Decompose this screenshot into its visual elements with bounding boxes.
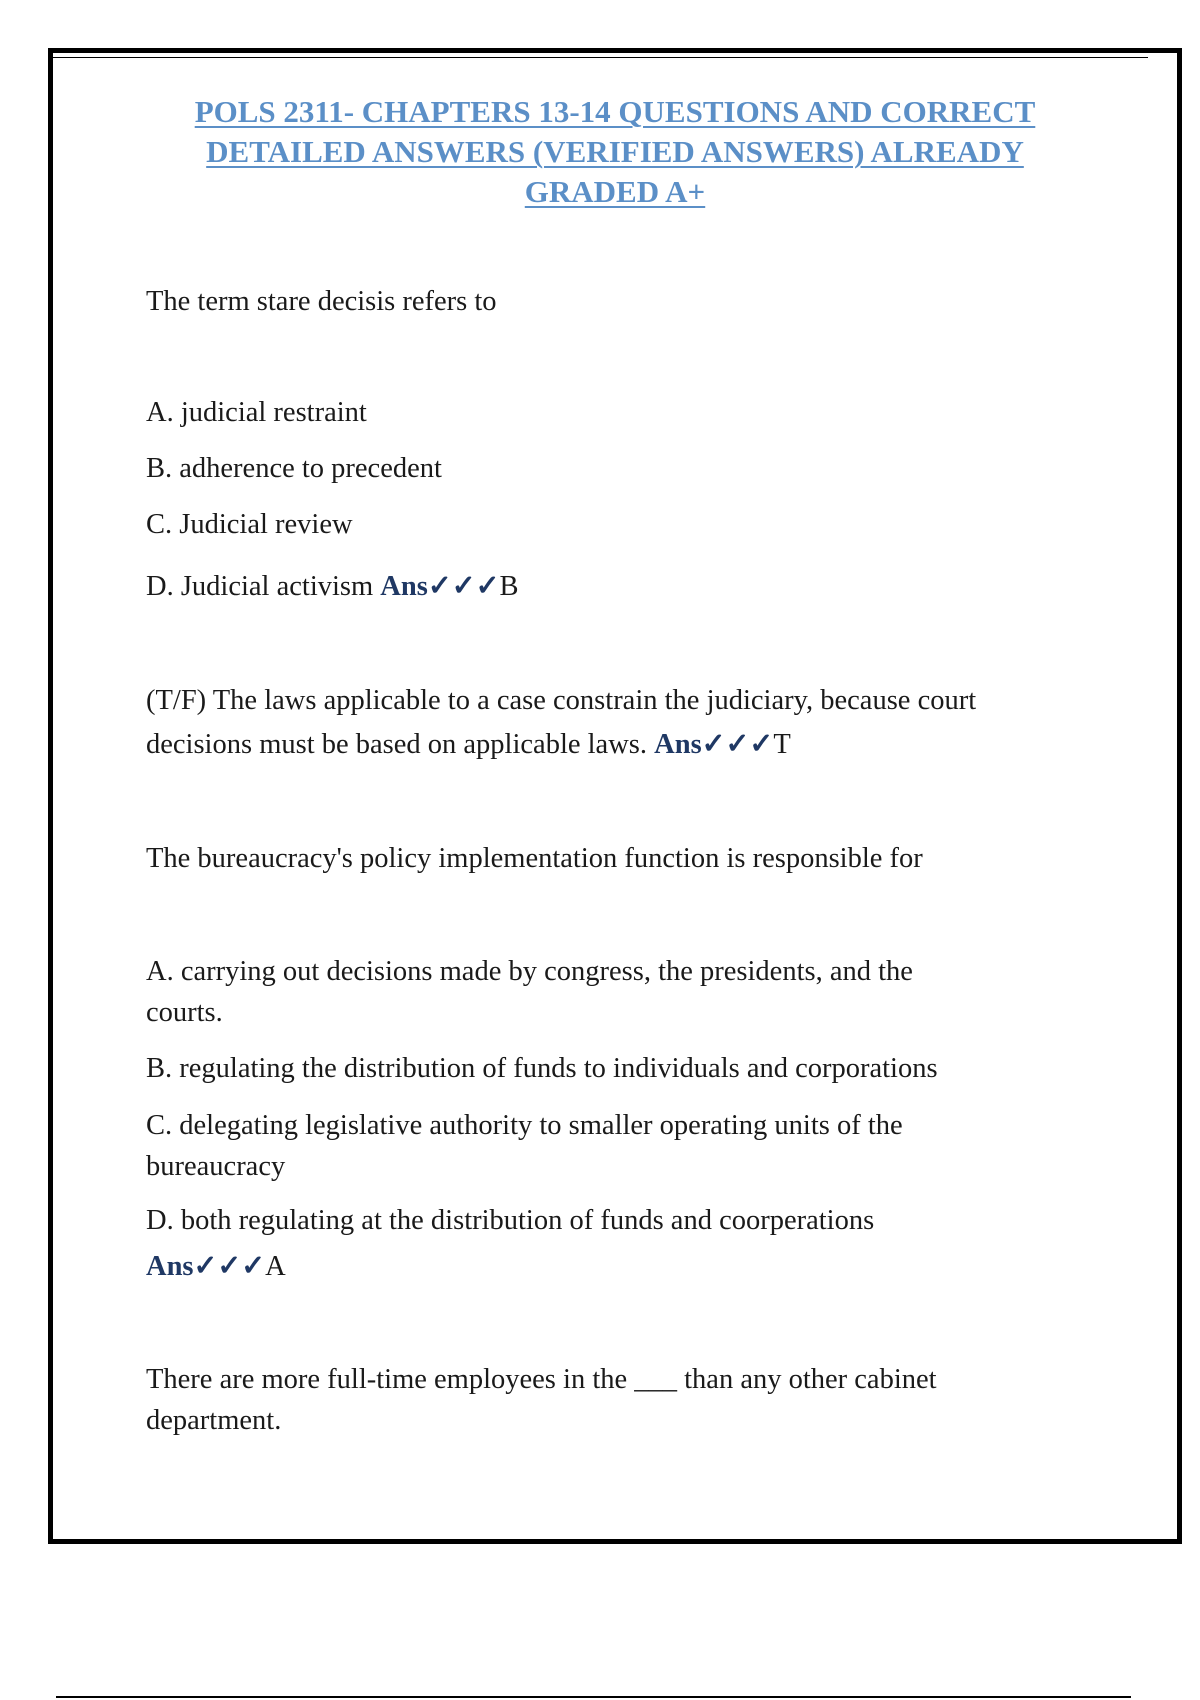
question-1-option-d	[146, 566, 518, 607]
question-3-option-c-line-2: bureaucracy	[146, 1151, 286, 1182]
question-2-prompt-line-2	[146, 724, 791, 765]
question-2-prompt-line-2-text: decisions must be based on applicable laws.	[146, 729, 655, 760]
answer-label: Ans✓✓✓	[146, 1251, 266, 1282]
title-line-1: POLS 2311- CHAPTERS 13-14 QUESTIONS AND CORRECT	[194, 94, 1036, 129]
question-2-prompt-line-1: (T/F) The laws applicable to a case constrain the judiciary, because court	[146, 685, 977, 716]
question-3-option-a-line-2: courts.	[146, 997, 223, 1028]
question-1-option-a: A. judicial restraint	[146, 397, 367, 428]
page-border	[48, 48, 1182, 1544]
title-line-3: GRADED A+	[524, 174, 706, 209]
question-1-option-c: C. Judicial review	[146, 509, 353, 540]
answer-label: Ans✓✓✓	[380, 571, 500, 602]
question-3-option-a-line-1: A. carrying out decisions made by congress, the presidents, and the	[146, 956, 913, 987]
question-3-option-c-line-1: C. delegating legislative authority to smaller operating units of the	[146, 1110, 903, 1141]
question-3-prompt: The bureaucracy's policy implementation function is responsible for	[146, 843, 923, 874]
question-3-option-b: B. regulating the distribution of funds to individuals and corporations	[146, 1053, 938, 1084]
question-3-option-d: D. both regulating at the distribution of funds and coorperations	[146, 1205, 875, 1236]
document-title	[150, 92, 1080, 212]
question-4-prompt-line-1: There are more full-time employees in the ___ than any other cabinet	[146, 1364, 937, 1395]
title-line-2: DETAILED ANSWERS (VERIFIED ANSWERS) ALREADY	[206, 134, 1024, 169]
border-top-rule	[53, 57, 1148, 58]
question-2-answer: T	[773, 729, 791, 760]
question-3-answer: A	[265, 1251, 286, 1282]
question-1-option-b: B. adherence to precedent	[146, 453, 442, 484]
question-1-option-d-text: D. Judicial activism	[146, 571, 381, 602]
question-1-answer: B	[499, 571, 519, 602]
question-4-prompt-line-2: department.	[146, 1405, 282, 1436]
page-bottom-rule	[56, 1696, 1131, 1698]
answer-label: Ans✓✓✓	[654, 729, 774, 760]
question-3-answer-line	[146, 1246, 286, 1287]
question-1-prompt: The term stare decisis refers to	[146, 286, 497, 317]
